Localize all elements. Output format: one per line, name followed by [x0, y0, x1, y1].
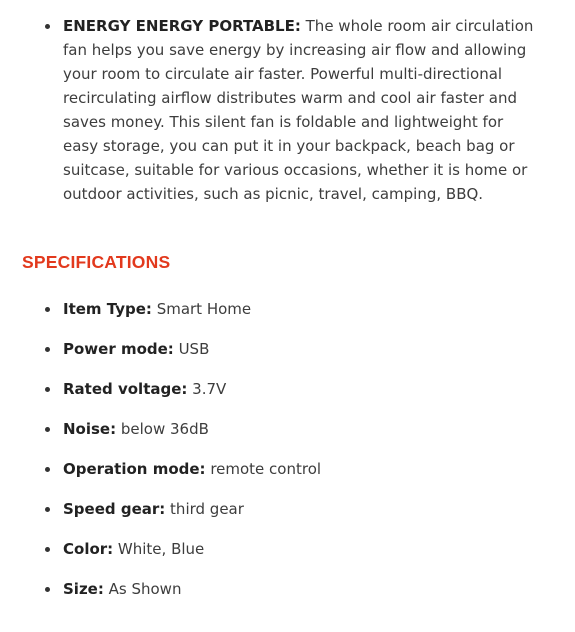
spec-value: Smart Home	[151, 300, 252, 318]
specifications-heading: SPECIFICATIONS	[22, 252, 171, 272]
spec-item-rated-voltage	[0, 377, 575, 417]
spec-item-speed-gear	[0, 497, 575, 537]
spec-label: Rated voltage:	[63, 380, 188, 398]
spec-item-size	[0, 577, 575, 617]
spec-value: 3.7V	[187, 380, 227, 398]
spec-label: Power mode:	[63, 340, 174, 358]
spec-value: White, Blue	[113, 540, 205, 558]
bullet-icon	[45, 427, 50, 432]
bullet-icon	[45, 507, 50, 512]
spec-label: Size:	[63, 580, 104, 598]
bullet-icon	[45, 24, 50, 29]
feature-label: ENERGY ENERGY PORTABLE:	[63, 17, 301, 35]
spec-label: Item Type:	[63, 300, 152, 318]
bullet-icon	[45, 347, 50, 352]
feature-item-energy-portable	[0, 14, 575, 206]
specifications-list	[0, 297, 575, 617]
spec-value: below 36dB	[116, 420, 209, 438]
feature-text: The whole room air circulation fan helps you save energy by increasing air flow and allowing your room to circulate air faster. Powerful multi-directional recirculating airflow distributes warm and cool air faster and saves money. This silent fan is foldable and lightweight for easy storage, you can put it in your backpack, beach bag or suitcase, suitable for various occasions, whether it is home or outdoor activities, such as picnic, travel, camping, BBQ.	[63, 17, 534, 203]
spec-item-noise	[0, 417, 575, 457]
spec-label: Speed gear:	[63, 500, 166, 518]
feature-list	[0, 14, 575, 206]
spec-item-item-type	[0, 297, 575, 337]
spec-value: As Shown	[103, 580, 182, 598]
bullet-icon	[45, 307, 50, 312]
spec-item-power-mode	[0, 337, 575, 377]
spec-label: Color:	[63, 540, 114, 558]
spec-label: Noise:	[63, 420, 117, 438]
bullet-icon	[45, 587, 50, 592]
spec-value: USB	[173, 340, 210, 358]
spec-item-color	[0, 537, 575, 577]
bullet-icon	[45, 547, 50, 552]
spec-value: remote control	[205, 460, 322, 478]
spec-value: third gear	[165, 500, 244, 518]
spec-item-operation-mode	[0, 457, 575, 497]
bullet-icon	[45, 387, 50, 392]
spec-label: Operation mode:	[63, 460, 206, 478]
bullet-icon	[45, 467, 50, 472]
